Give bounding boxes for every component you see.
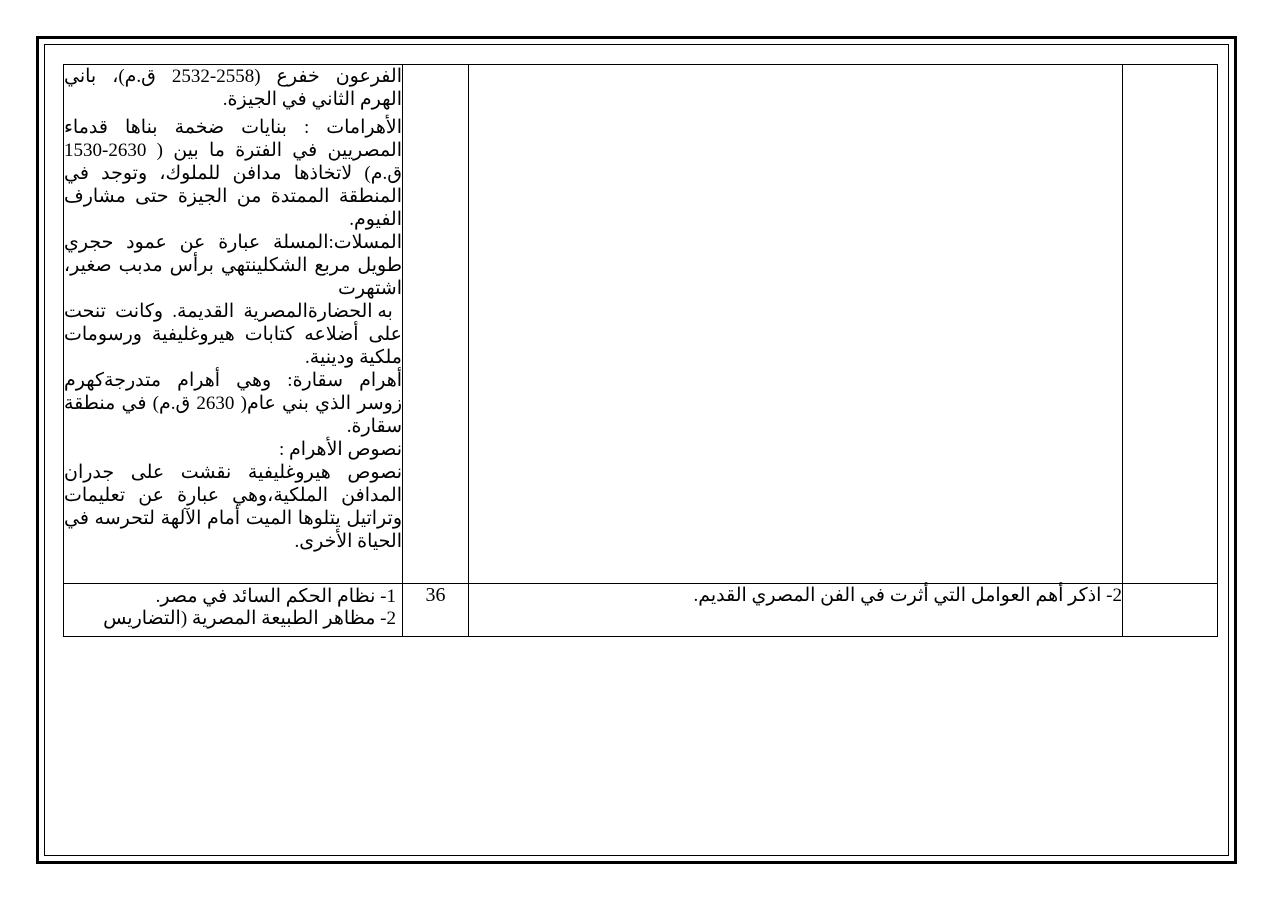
table-row (64, 65, 1218, 584)
number-cell: 36 (403, 584, 469, 637)
answer-cell (64, 584, 403, 637)
question-cell (469, 65, 1123, 584)
answer-paragraph: 1- نظام الحكم السائد في مصر. (155, 586, 396, 607)
right-cell (1123, 584, 1218, 637)
right-cell (1123, 65, 1218, 584)
question-cell: 2- اذكر أهم العوامل التي أثرت في الفن المصري القديم. (469, 584, 1123, 637)
answer-paragraph: الأهرامات : بنايات ضخمة بناها قدماء المصريين في الفترة ما بين ( 2630-1530 ق.م) لاتخاذها مدافن للملوك، وتوجد في المنطقة الممتدة من الجيزة حتى مشارف الفيوم. (59, 117, 402, 230)
answer-cell-content (64, 584, 402, 636)
answer-paragraph: نصوص الأهرام : (279, 439, 402, 460)
lesson-table (59, 64, 1218, 637)
answer-paragraph: 2- مظاهر الطبيعة المصرية (التضاريس (103, 608, 396, 629)
answer-paragraph: المسلات:المسلة عبارة عن عمود حجري طويل مربع الشكلينتهي برأس مدبب صغير، اشتهرت (59, 232, 402, 299)
answer-paragraph: الفرعون خفرع (2558-2532 ق.م)، باني الهرم الثاني في الجيزة. (59, 66, 402, 110)
answer-paragraph: به الحضارةالمصرية القديمة. وكانت تنحت على أضلاعه كتابات هيروغليفية ورسومات ملكية ودينية. (59, 301, 402, 368)
cell-spacer (64, 553, 402, 583)
answer-paragraph: أهرام سقارة: وهي أهرام متدرجةكهرم زوسر الذي بني عام( 2630 ق.م) في منطقة سقارة. (59, 370, 402, 437)
number-cell (403, 65, 469, 584)
answer-paragraph: نصوص هيروغليفية نقشت على جدران المدافن الملكية،وهي عبارة عن تعليمات وتراتيل يتلوها الميت أمام الآلهة لتحرسه في الحياة الأخرى. (59, 462, 402, 552)
table-row (64, 584, 1218, 637)
answer-cell (59, 65, 403, 584)
